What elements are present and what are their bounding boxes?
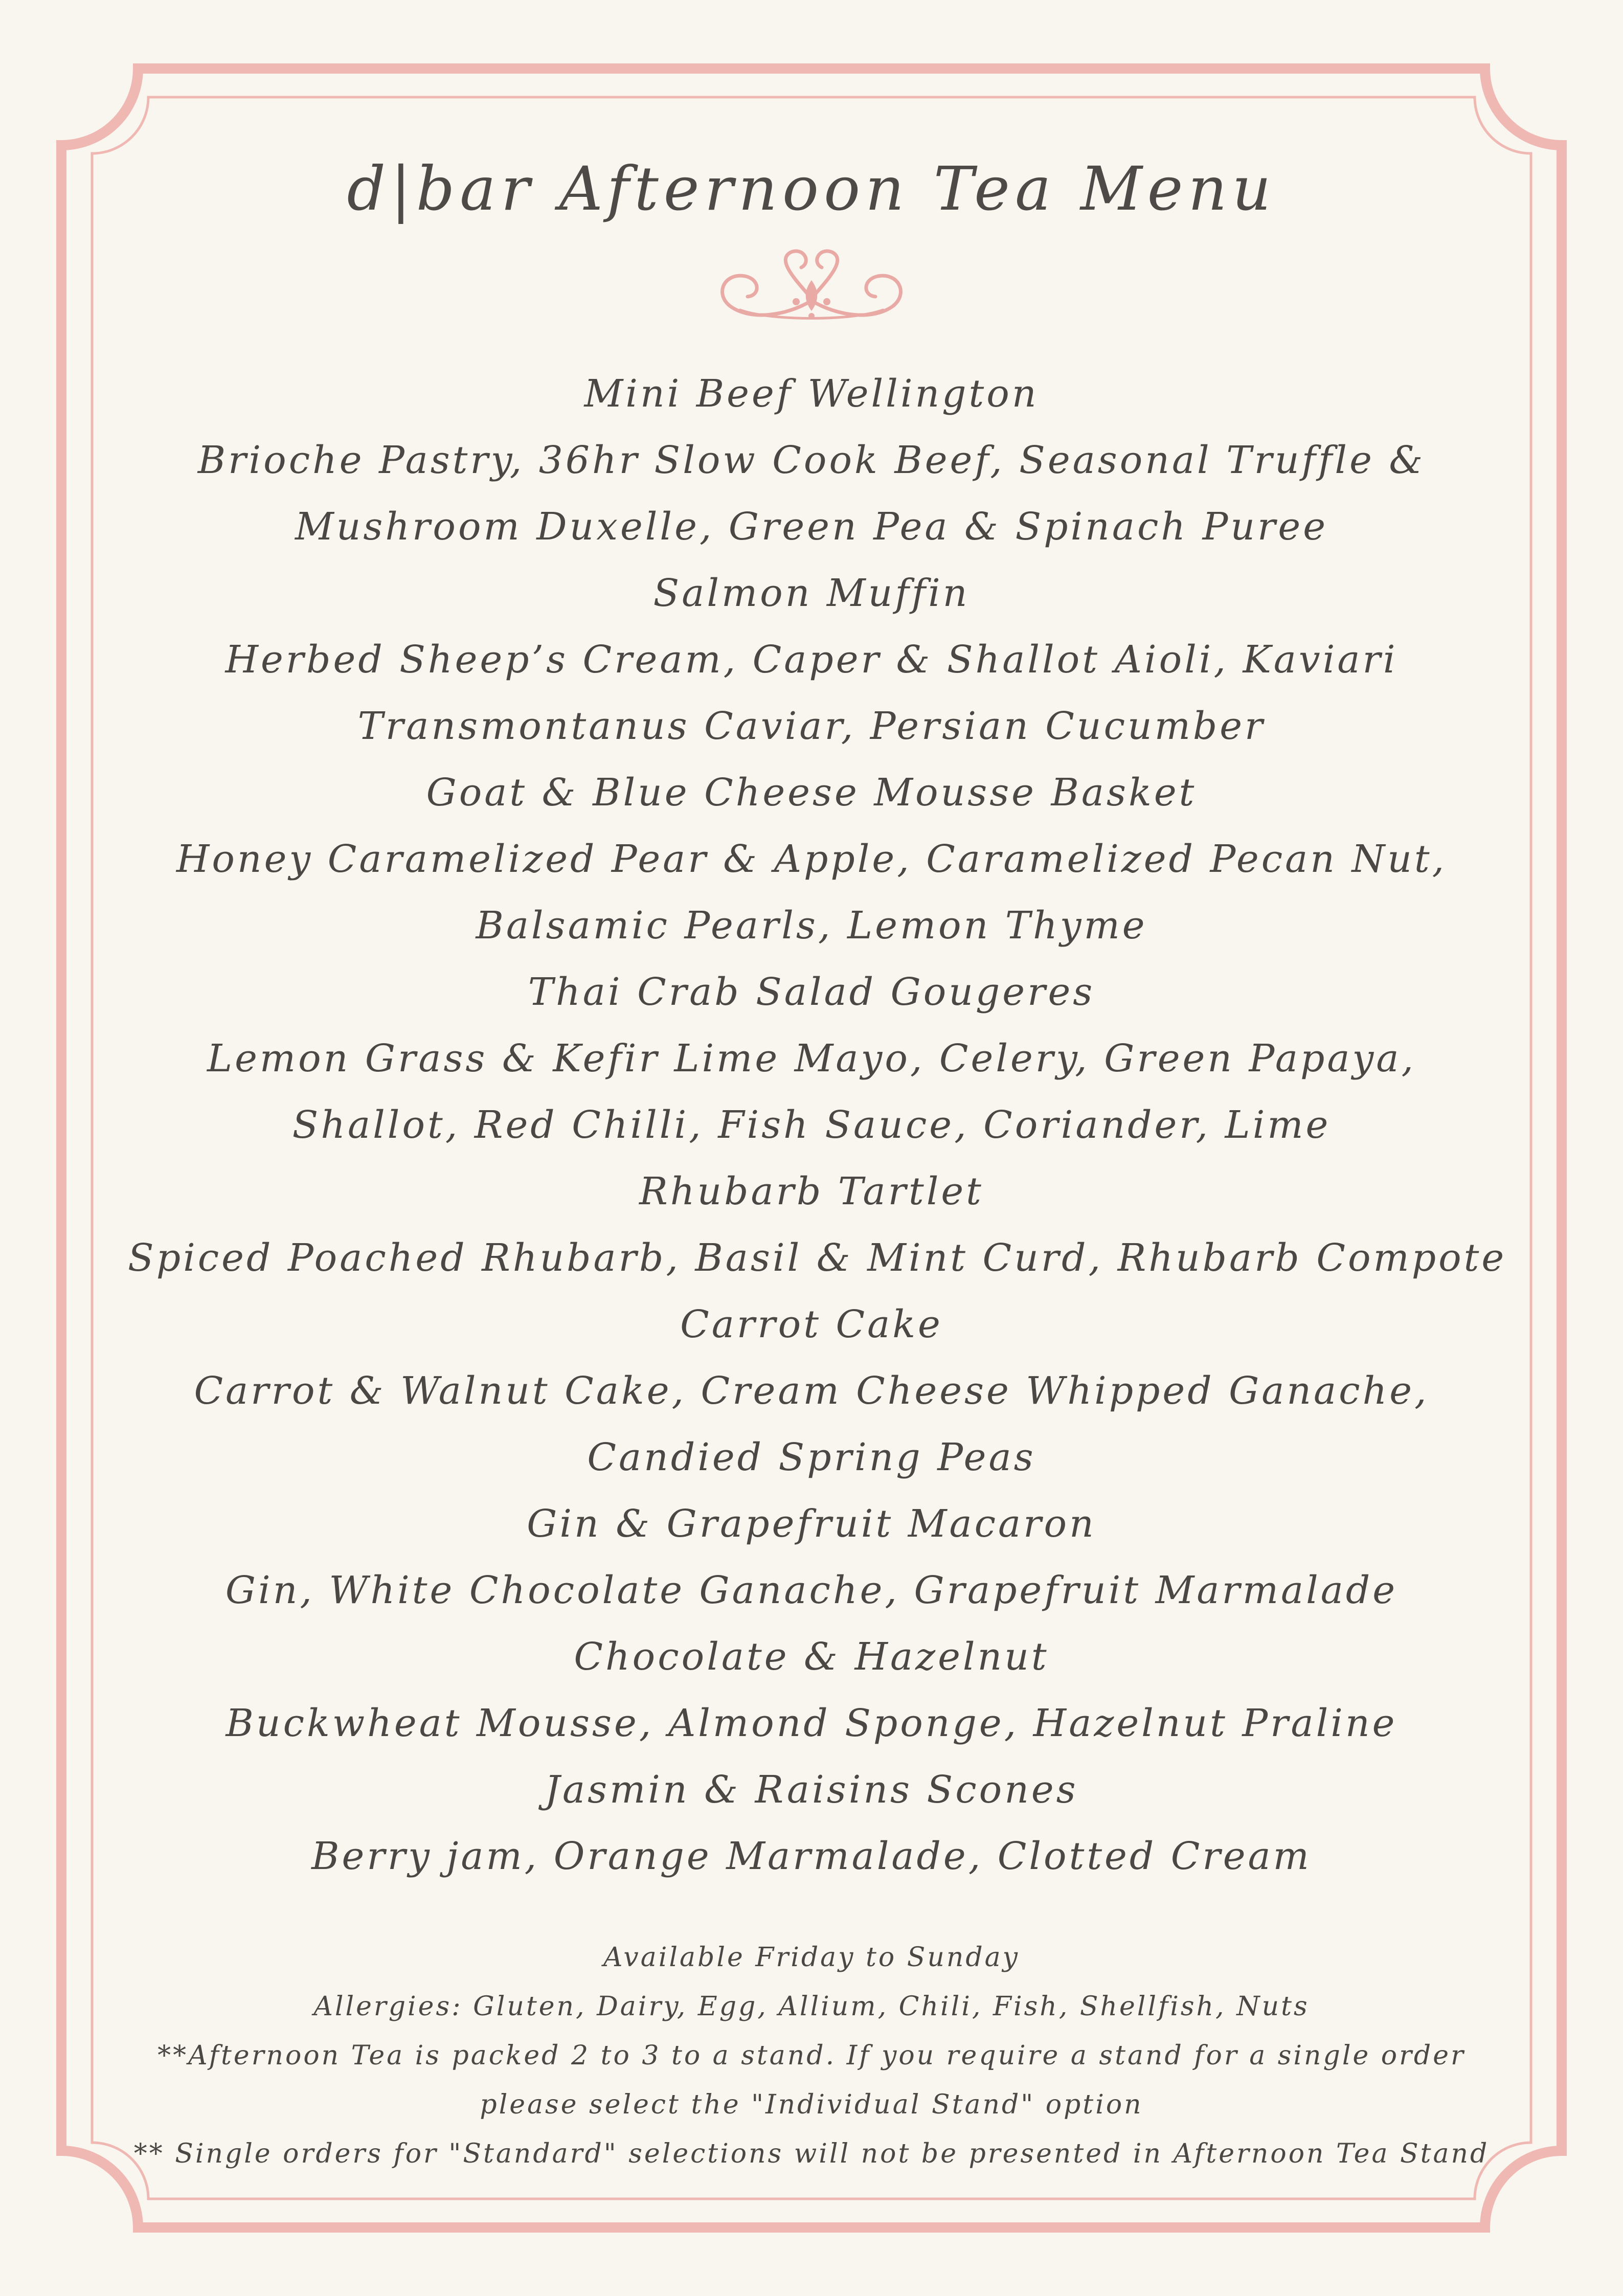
menu-item-description: Shallot, Red Chilli, Fish Sauce, Coriander, Lime <box>292 1103 1331 1147</box>
page-title: d|bar Afternoon Tea Menu <box>347 153 1276 224</box>
menu-item-description: Brioche Pastry, 36hr Slow Cook Beef, Seasonal Truffle & <box>197 438 1426 482</box>
menu-item <box>128 1757 1495 1889</box>
menu-item-name: Chocolate & Hazelnut <box>574 1635 1049 1679</box>
menu-item-description: Spiced Poached Rhubarb, Basil & Mint Curd, Rhubarb Compote <box>128 1236 1507 1280</box>
standard-selection-note: ** Single orders for "Standard" selections will not be presented in Afternoon Tea Stand <box>133 2139 1490 2169</box>
menu-item <box>128 1158 1507 1291</box>
menu-item <box>128 1291 1495 1491</box>
menu-item-name: Carrot Cake <box>680 1302 943 1346</box>
menu-item-description: Balsamic Pearls, Lemon Thyme <box>476 904 1147 948</box>
menu-item-description: Mushroom Duxelle, Green Pea & Spinach Puree <box>295 505 1328 549</box>
menu-item <box>128 1624 1495 1757</box>
flourish-divider-icon <box>709 244 914 326</box>
stand-note: please select the "Individual Stand" option <box>480 2089 1143 2120</box>
menu-item-description: Transmontanus Caviar, Persian Cucumber <box>357 704 1266 748</box>
stand-note: **Afternoon Tea is packed 2 to 3 to a stand. If you require a stand for a single order <box>157 2040 1466 2071</box>
menu-item-description: Herbed Sheep’s Cream, Caper & Shallot Aioli, Kaviari <box>225 638 1398 682</box>
menu-item-name: Jasmin & Raisins Scones <box>545 1768 1078 1812</box>
menu-list <box>128 361 1507 1889</box>
menu-item-description: Buckwheat Mousse, Almond Sponge, Hazelnut Praline <box>226 1701 1397 1745</box>
menu-item <box>128 560 1495 759</box>
menu-item-description: Lemon Grass & Kefir Lime Mayo, Celery, Green Papaya, <box>207 1037 1416 1081</box>
menu-item-description: Honey Caramelized Pear & Apple, Caramelized Pecan Nut, <box>176 837 1447 881</box>
menu-item <box>128 361 1495 560</box>
menu-item <box>128 1491 1495 1624</box>
menu-item-name: Gin & Grapefruit Macaron <box>527 1502 1096 1546</box>
footer-notes <box>128 1933 1495 2178</box>
menu-item-name: Mini Beef Wellington <box>584 372 1039 416</box>
menu-item-description: Carrot & Walnut Cake, Cream Cheese Whipped Ganache, <box>194 1369 1429 1413</box>
menu-item-name: Goat & Blue Cheese Mousse Basket <box>426 771 1197 815</box>
menu-item-name: Salmon Muffin <box>653 571 970 615</box>
availability-note: Available Friday to Sunday <box>603 1942 1020 1973</box>
menu-item-description: Candied Spring Peas <box>587 1435 1036 1479</box>
menu-item-name: Thai Crab Salad Gougeres <box>528 970 1095 1014</box>
menu-item <box>128 759 1495 959</box>
allergies-note: Allergies: Gluten, Dairy, Egg, Allium, Chili, Fish, Shellfish, Nuts <box>313 1991 1310 2022</box>
menu-item-description: Gin, White Chocolate Ganache, Grapefruit Marmalade <box>225 1568 1398 1612</box>
menu-item-name: Rhubarb Tartlet <box>639 1169 984 1213</box>
menu-item-description: Berry jam, Orange Marmalade, Clotted Cream <box>311 1834 1312 1878</box>
menu-item <box>128 959 1495 1158</box>
